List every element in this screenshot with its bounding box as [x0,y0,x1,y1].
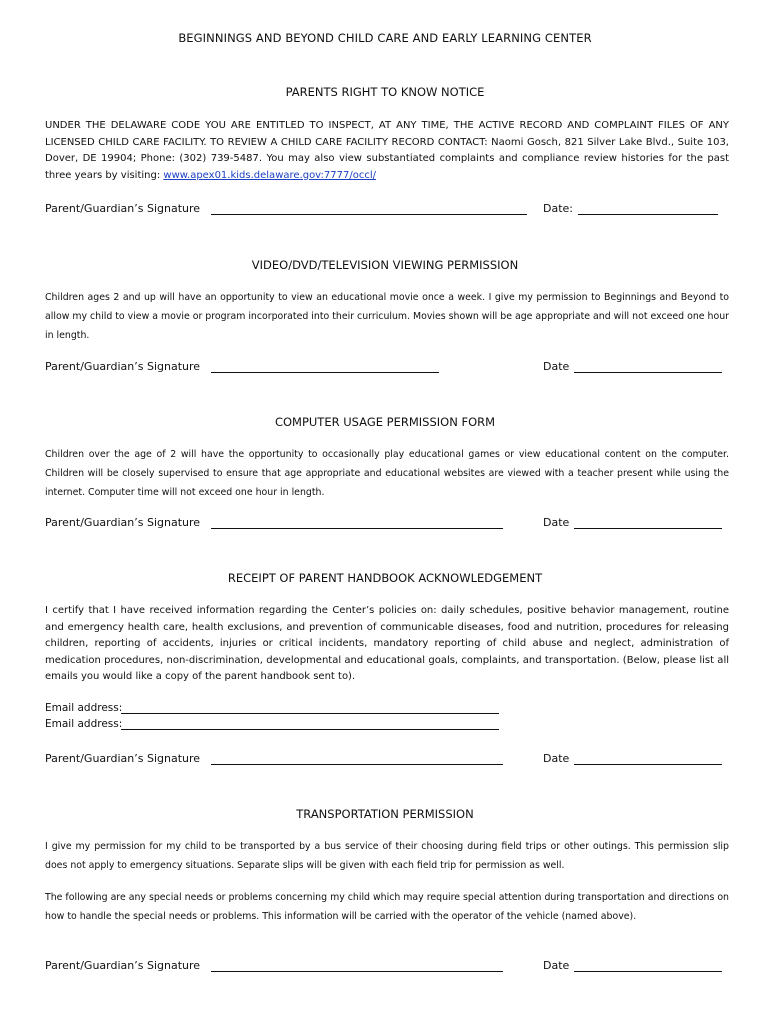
date-line[interactable] [574,372,722,373]
notice-body [45,118,729,184]
date-label: Date [543,360,570,373]
signature-line[interactable] [211,528,503,529]
signature-label: Parent/Guardian’s Signature [45,752,201,765]
email-label: Email address: [45,718,123,730]
signature-label: Parent/Guardian’s Signature [45,202,201,215]
date-line[interactable] [574,971,722,972]
notice-heading: PARENTS RIGHT TO KNOW NOTICE [285,85,485,99]
computer-heading: COMPUTER USAGE PERMISSION FORM [274,415,496,429]
date-line[interactable] [574,528,722,529]
signature-line[interactable] [211,372,439,373]
signature-label: Parent/Guardian’s Signature [45,360,201,373]
handbook-heading: RECEIPT OF PARENT HANDBOOK ACKNOWLEDGEMENT [227,571,543,585]
notice-body-text: UNDER THE DELAWARE CODE YOU ARE ENTITLED TO INSPECT, AT ANY TIME, THE ACTIVE RECORD AND COMPLAINT FILES OF ANY LICENSED CHILD CARE FACILITY. TO REVIEW A CHILD CARE FACILITY RECORD CONTACT: Naomi Gosch, 821 Silver Lake Blvd., Suite 103, Dover, DE 19904; Phone: (302) 739-5487. You may also view substantiated complaints and compliance review histories for the past three years by visiting: [45,120,729,181]
signature-line[interactable] [211,971,503,972]
signature-label: Parent/Guardian’s Signature [45,516,201,529]
computer-body: Children over the age of 2 will have the opportunity to occasionally play educational games or view educational content on the computer. Children will be closely supervised to ensure that age appropriate and educational websites are viewed with a teacher present while using the internet. Computer time will not exceed one hour in length. [45,449,729,498]
signature-label: Parent/Guardian’s Signature [45,959,201,972]
date-label: Date [543,752,570,765]
email-label: Email address: [45,702,123,714]
date-line[interactable] [574,764,722,765]
video-body: Children ages 2 and up will have an opportunity to view an educational movie once a week. I give my permission to Beginnings and Beyond to allow my child to view a movie or program incorporated into their curriculum. Movies shown will be age appropriate and will not exceed one hour in length. [45,292,729,341]
date-line[interactable] [578,214,718,215]
transport-signature-row [45,959,729,975]
signature-line[interactable] [211,214,527,215]
date-label: Date [543,959,570,972]
email-input-line-2[interactable] [121,729,499,730]
notice-signature-row [45,202,729,218]
email-input-line-1[interactable] [121,713,499,714]
transport-body-2: The following are any special needs or problems concerning my child which may require special attention during transportation and directions on how to handle the special needs or problems. This information will be carried with the operator of the vehicle (named above). [45,892,729,922]
handbook-body: I certify that I have received information regarding the Center’s policies on: daily schedules, positive behavior management, routine and emergency health care, health exclusions, and prevention of communicable diseases, food and nutrition, procedures for releasing children, reporting of accidents, injuries or critical incidents, mandatory reporting of child abuse and neglect, administration of medication procedures, non-discrimination, developmental and educational goals, complaints, and transportation. (Below, please list all emails you would like a copy of the parent handbook sent to). [45,605,729,682]
signature-line[interactable] [211,764,503,765]
transport-heading: TRANSPORTATION PERMISSION [296,807,474,821]
center-name-title: BEGINNINGS AND BEYOND CHILD CARE AND EARLY LEARNING CENTER [178,31,592,45]
occl-link[interactable]: www.apex01.kids.delaware.gov:7777/occl/ [163,169,377,181]
date-label: Date [543,516,570,529]
email-row-2 [45,718,505,733]
computer-signature-row [45,516,729,532]
video-signature-row [45,360,729,376]
video-heading: VIDEO/DVD/TELEVISION VIEWING PERMISSION [251,258,519,272]
transport-body-1: I give my permission for my child to be transported by a bus service of their choosing during field trips or other outings. This permission slip does not apply to emergency situations. Separate slips will be given with each field trip for permission as well. [45,841,729,871]
date-label: Date: [543,202,573,215]
email-row-1 [45,702,505,717]
handbook-signature-row [45,752,729,768]
